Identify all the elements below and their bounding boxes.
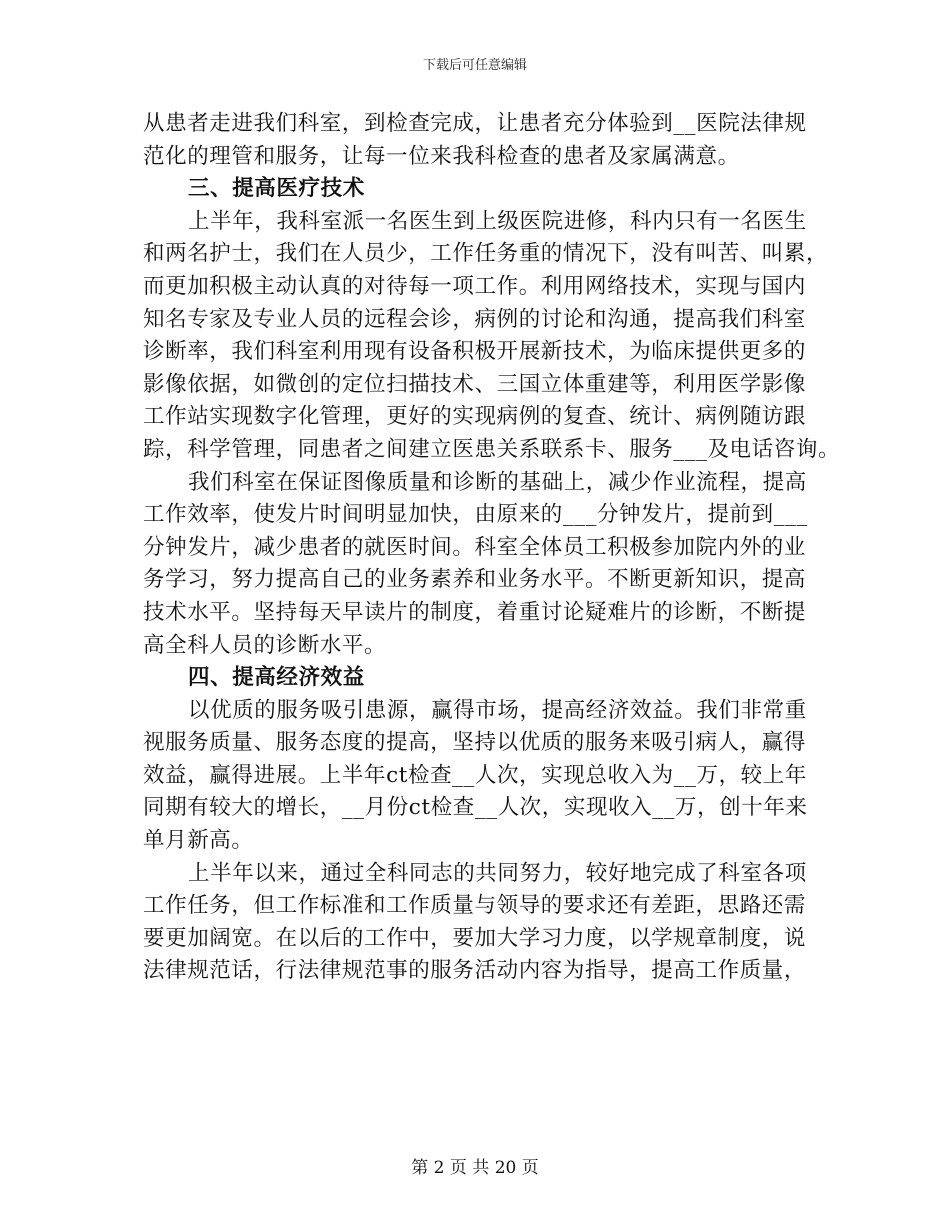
text-line: 上半年以来，通过全科同志的共同努力，较好地完成了科室各项 xyxy=(188,860,807,886)
page-footer: 第 2 页 共 20 页 xyxy=(411,1158,539,1178)
text-line: 单月新高。 xyxy=(143,828,254,854)
text-line: 法律规范话，行法律规范事的服务活动内容为指导，提高工作质量， xyxy=(143,958,807,984)
text-line: 从患者走进我们科室，到检查完成，让患者充分体验到__医院法律规 xyxy=(143,111,807,136)
text-line: 工作效率，使发片时间明显加快，由原来的___分钟发片，提前到___ xyxy=(143,502,808,528)
text-line: 范化的理管和服务，让每一位来我科检查的患者及家属满意。 xyxy=(143,143,740,169)
text-line: 高全科人员的诊断水平。 xyxy=(143,632,387,658)
text-line: 以优质的服务吸引患源，赢得市场，提高经济效益。我们非常重 xyxy=(188,697,807,723)
text-line: 要更加阔宽。在以后的工作中，要加大学习力度，以学规章制度，说 xyxy=(143,925,807,951)
text-line: 务学习，努力提高自己的业务素养和业务水平。不断更新知识，提高 xyxy=(143,567,807,593)
text-line: 效益，赢得进展。上半年ct检查__人次，实现总收入为__万，较上年 xyxy=(143,762,807,788)
text-line: 而更加积极主动认真的对待每一项工作。利用网络技术，实现与国内 xyxy=(143,273,807,299)
section-heading: 四、提高经济效益 xyxy=(188,665,365,691)
text-line: 上半年，我科室派一名医生到上级医院进修，科内只有一名医生 xyxy=(188,208,807,234)
text-line: 和两名护士，我们在人员少，工作任务重的情况下，没有叫苦、叫累， xyxy=(143,241,829,267)
text-line: 分钟发片，减少患者的就医时间。科室全体员工积极参加院内外的业 xyxy=(143,534,807,560)
text-line: 同期有较大的增长，__月份ct检查__人次，实现收入__万，创十年来 xyxy=(143,795,808,821)
text-line: 工作站实现数字化管理，更好的实现病例的复查、统计、病例随访跟 xyxy=(143,404,807,430)
text-line: 影像依据，如微创的定位扫描技术、三国立体重建等，利用医学影像 xyxy=(143,371,807,397)
text-line: 视服务质量、服务态度的提高，坚持以优质的服务来吸引病人，赢得 xyxy=(143,730,807,756)
text-line: 踪，科学管理，同患者之间建立医患关系联系卡、服务___及电话咨询。 xyxy=(143,436,841,462)
text-line: 工作任务，但工作标准和工作质量与领导的要求还有差距，思路还需 xyxy=(143,893,807,919)
section-heading: 三、提高医疗技术 xyxy=(188,176,365,202)
text-line: 技术水平。坚持每天早读片的制度，着重讨论疑难片的诊断，不断提 xyxy=(143,599,807,625)
text-line: 诊断率，我们科室利用现有设备积极开展新技术，为临床提供更多的 xyxy=(143,339,807,365)
page-header: 下载后可任意编辑 xyxy=(422,58,527,73)
text-line: 我们科室在保证图像质量和诊断的基础上，减少作业流程，提高 xyxy=(188,469,807,495)
document-body xyxy=(143,108,841,988)
text-line: 知名专家及专业人员的远程会诊，病例的讨论和沟通，提高我们科室 xyxy=(143,306,807,332)
